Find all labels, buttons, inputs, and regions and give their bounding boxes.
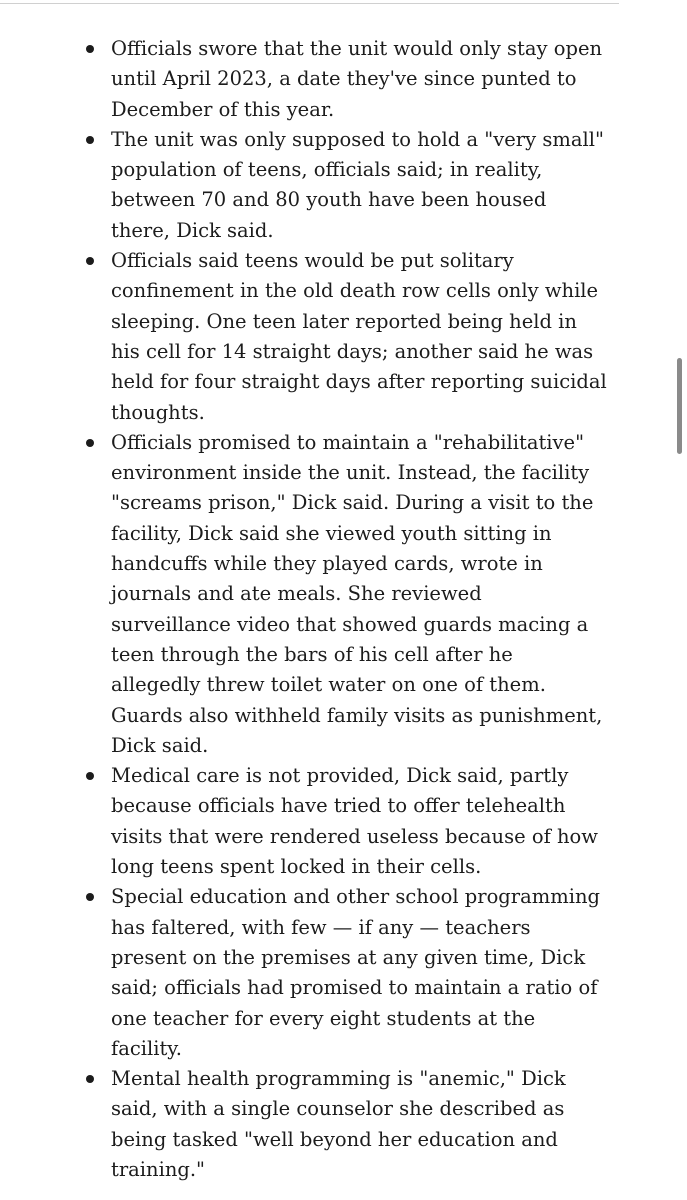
bullet-icon [86, 257, 94, 265]
list-item-text: Medical care is not provided, Dick said, partly because officials have tried to offer telehealth visits that were rendered useless because of how long teens spent locked in their cells. [111, 764, 598, 879]
bullet-icon [86, 1075, 94, 1083]
bullet-icon [86, 45, 94, 53]
list-item-text: Special education and other school programming has faltered, with few — if any — teachers present on the premises at any given time, Dick said; officials had promised to maintain a ratio of one teacher for every eight students at the facility. [111, 885, 600, 1060]
list-item-text: Mental health programming is "anemic," Dick said, with a single counselor she described as being tasked "well beyond her education and training." [111, 1067, 566, 1181]
list-item [0, 246, 619, 428]
list-item-text: Officials promised to maintain a "rehabilitative" environment inside the unit. Instead, the facility "screams prison," Dick said. During a visit to the facility, Dick said she viewed youth sitting in handcuffs while they played cards, wrote in journals and ate meals. She reviewed surveillance video that showed guards macing a teen through the bars of his cell after he allegedly threw toilet water on one of them. Guards also withheld family visits as punishment, Dick said. [111, 430, 603, 757]
list-item-text: Officials said teens would be put solitary confinement in the old death row cells only while sleeping. One teen later reported being held in his cell for 14 straight days; another said he was held for four straight days after reporting suicidal thoughts. [111, 249, 607, 424]
bullet-icon [86, 439, 94, 447]
scrollbar-thumb[interactable] [677, 358, 682, 454]
top-divider [0, 3, 619, 4]
list-item [0, 761, 619, 882]
list-item [0, 882, 619, 1064]
list-item [0, 34, 619, 125]
list-item [0, 125, 619, 246]
bullet-list [0, 34, 619, 1185]
bullet-icon [86, 136, 94, 144]
list-item [0, 428, 619, 761]
list-item [0, 1064, 619, 1185]
article-body [0, 34, 619, 1185]
list-item-text: Officials swore that the unit would only stay open until April 2023, a date they've since punted to December of this year. [111, 37, 603, 121]
list-item-text: The unit was only supposed to hold a "very small" population of teens, officials said; in reality, between 70 and 80 youth have been housed there, Dick said. [111, 127, 604, 242]
bullet-icon [86, 893, 94, 901]
bullet-icon [86, 772, 94, 780]
